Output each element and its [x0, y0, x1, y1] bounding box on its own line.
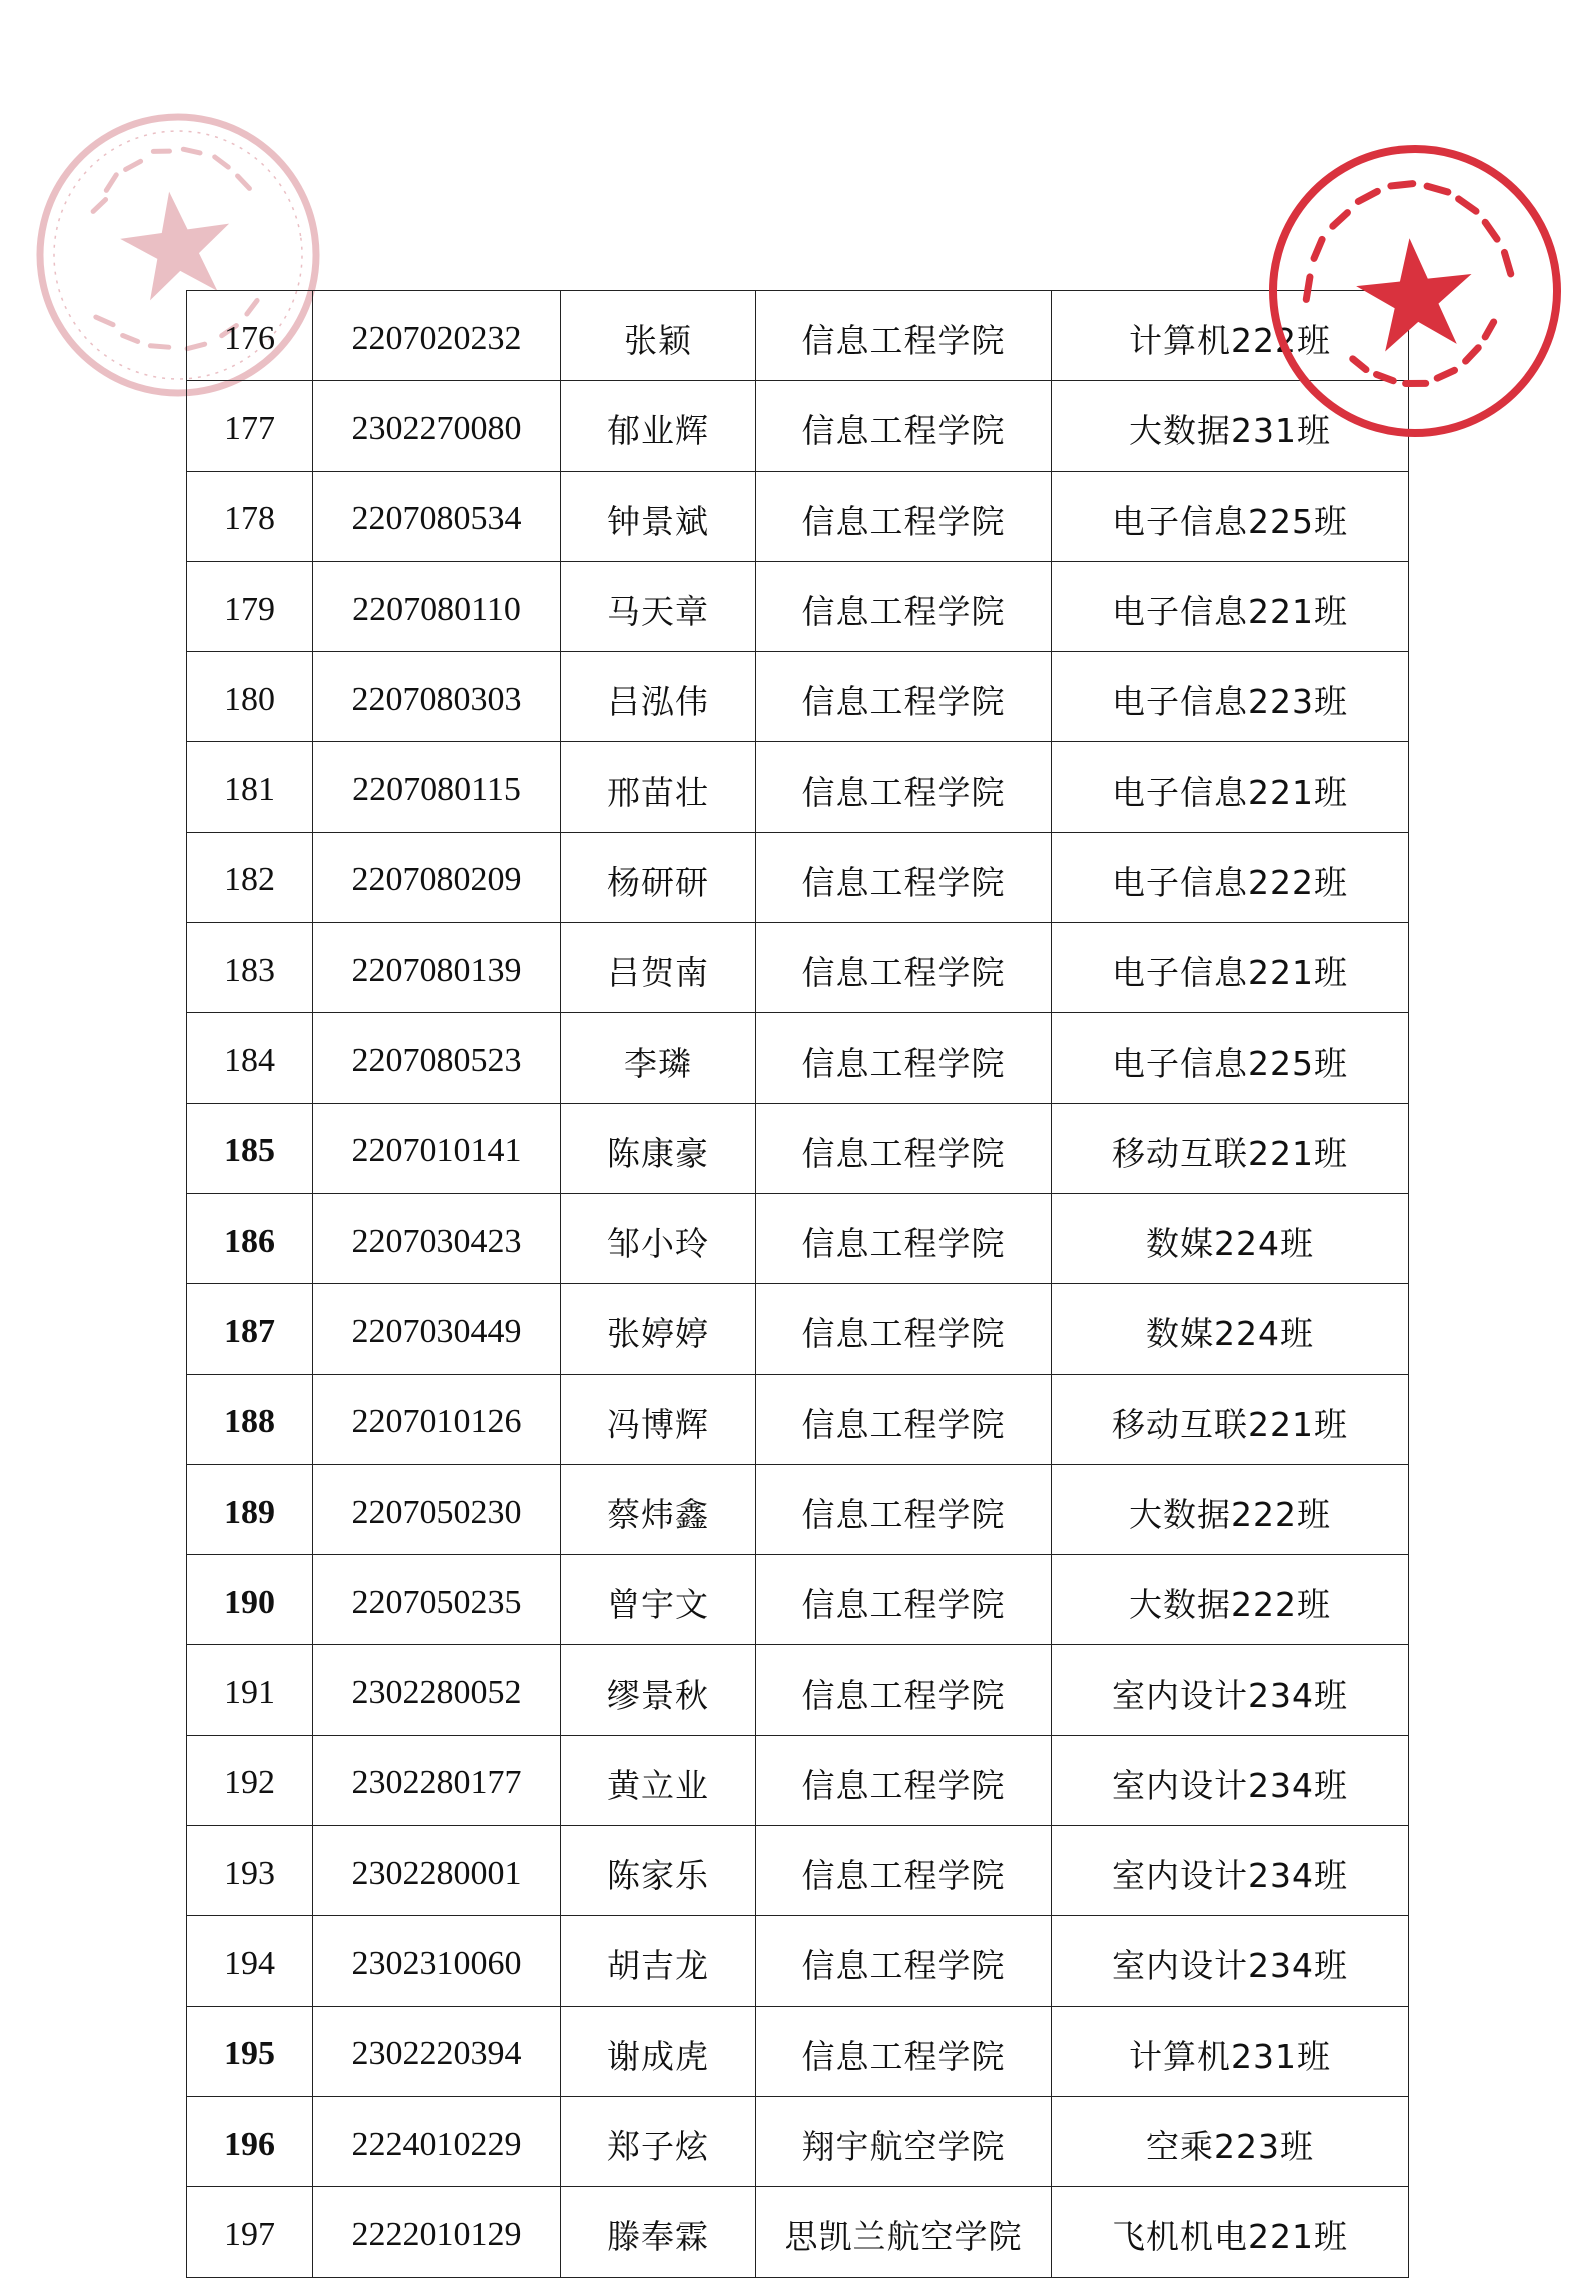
- table-row: [187, 1103, 1409, 1193]
- class-name: 电子信息225班: [1052, 1013, 1409, 1103]
- table-row: [187, 832, 1409, 922]
- student-id: 2207030423: [313, 1193, 561, 1283]
- student-name: 黄立业: [561, 1735, 756, 1825]
- row-number: 196: [187, 2096, 313, 2186]
- college-name: 信息工程学院: [756, 381, 1052, 471]
- student-name: 曾宇文: [561, 1555, 756, 1645]
- student-id: 2224010229: [313, 2096, 561, 2186]
- class-name: 电子信息223班: [1052, 652, 1409, 742]
- student-name: 缪景秋: [561, 1645, 756, 1735]
- student-id: 2207080115: [313, 742, 561, 832]
- student-id: 2207080110: [313, 561, 561, 651]
- student-name: 蔡炜鑫: [561, 1464, 756, 1554]
- class-name: 计算机222班: [1052, 291, 1409, 381]
- row-number: 178: [187, 471, 313, 561]
- student-name: 郁业辉: [561, 381, 756, 471]
- class-name: 电子信息221班: [1052, 561, 1409, 651]
- student-id: 2207080523: [313, 1013, 561, 1103]
- star-icon: [1352, 232, 1479, 354]
- class-name: 大数据222班: [1052, 1555, 1409, 1645]
- row-number: 181: [187, 742, 313, 832]
- college-name: 信息工程学院: [756, 471, 1052, 561]
- college-name: 信息工程学院: [756, 2006, 1052, 2096]
- student-name: 陈康豪: [561, 1103, 756, 1193]
- row-number: 185: [187, 1103, 313, 1193]
- college-name: 信息工程学院: [756, 1555, 1052, 1645]
- table-row: [187, 1374, 1409, 1464]
- row-number: 187: [187, 1284, 313, 1374]
- student-name: 钟景斌: [561, 471, 756, 561]
- student-name: 马天章: [561, 561, 756, 651]
- college-name: 信息工程学院: [756, 832, 1052, 922]
- class-name: 电子信息221班: [1052, 742, 1409, 832]
- table-row: [187, 1735, 1409, 1825]
- class-name: 数媒224班: [1052, 1193, 1409, 1283]
- college-name: 信息工程学院: [756, 1916, 1052, 2006]
- student-id: 2302310060: [313, 1916, 561, 2006]
- row-number: 194: [187, 1916, 313, 2006]
- class-name: 大数据231班: [1052, 381, 1409, 471]
- class-name: 室内设计234班: [1052, 1645, 1409, 1735]
- table-row: [187, 1013, 1409, 1103]
- college-name: 信息工程学院: [756, 1645, 1052, 1735]
- class-name: 移动互联221班: [1052, 1374, 1409, 1464]
- student-id: 2207080534: [313, 471, 561, 561]
- student-name: 李璘: [561, 1013, 756, 1103]
- table-row: [187, 652, 1409, 742]
- row-number: 191: [187, 1645, 313, 1735]
- student-name: 张颖: [561, 291, 756, 381]
- college-name: 翔宇航空学院: [756, 2096, 1052, 2186]
- table-row: [187, 1555, 1409, 1645]
- table-row: [187, 1464, 1409, 1554]
- class-name: 移动互联221班: [1052, 1103, 1409, 1193]
- row-number: 195: [187, 2006, 313, 2096]
- college-name: 信息工程学院: [756, 652, 1052, 742]
- table-row: [187, 2187, 1409, 2277]
- student-name: 邹小玲: [561, 1193, 756, 1283]
- table-row: [187, 1193, 1409, 1283]
- student-name: 冯博辉: [561, 1374, 756, 1464]
- student-name: 谢成虎: [561, 2006, 756, 2096]
- college-name: 信息工程学院: [756, 1464, 1052, 1554]
- college-name: 信息工程学院: [756, 1826, 1052, 1916]
- student-name: 杨研研: [561, 832, 756, 922]
- student-name: 胡吉龙: [561, 1916, 756, 2006]
- college-name: 信息工程学院: [756, 291, 1052, 381]
- row-number: 184: [187, 1013, 313, 1103]
- student-list-table: [186, 290, 1408, 2278]
- class-name: 计算机231班: [1052, 2006, 1409, 2096]
- college-name: 信息工程学院: [756, 742, 1052, 832]
- student-id: 2302220394: [313, 2006, 561, 2096]
- row-number: 183: [187, 923, 313, 1013]
- row-number: 193: [187, 1826, 313, 1916]
- class-name: 室内设计234班: [1052, 1826, 1409, 1916]
- college-name: 信息工程学院: [756, 1374, 1052, 1464]
- table-row: [187, 471, 1409, 561]
- table-row: [187, 2096, 1409, 2186]
- college-name: 信息工程学院: [756, 561, 1052, 651]
- student-id: 2207080303: [313, 652, 561, 742]
- row-number: 182: [187, 832, 313, 922]
- row-number: 192: [187, 1735, 313, 1825]
- student-id: 2207010141: [313, 1103, 561, 1193]
- row-number: 188: [187, 1374, 313, 1464]
- student-id: 2207050230: [313, 1464, 561, 1554]
- table-row: [187, 561, 1409, 651]
- class-name: 电子信息221班: [1052, 923, 1409, 1013]
- row-number: 189: [187, 1464, 313, 1554]
- row-number: 186: [187, 1193, 313, 1283]
- table-row: [187, 381, 1409, 471]
- student-id: 2302280177: [313, 1735, 561, 1825]
- student-id: 2207030449: [313, 1284, 561, 1374]
- student-id: 2207050235: [313, 1555, 561, 1645]
- college-name: 信息工程学院: [756, 1193, 1052, 1283]
- student-name: 邢苗壮: [561, 742, 756, 832]
- row-number: 176: [187, 291, 313, 381]
- official-seal: [1262, 138, 1568, 444]
- student-id: 2207010126: [313, 1374, 561, 1464]
- table-row: [187, 291, 1409, 381]
- table-row: [187, 1284, 1409, 1374]
- college-name: 信息工程学院: [756, 1013, 1052, 1103]
- student-id: 2222010129: [313, 2187, 561, 2277]
- row-number: 180: [187, 652, 313, 742]
- college-name: 思凯兰航空学院: [756, 2187, 1052, 2277]
- student-name: 吕贺南: [561, 923, 756, 1013]
- class-name: 电子信息222班: [1052, 832, 1409, 922]
- table-row: [187, 1645, 1409, 1735]
- college-name: 信息工程学院: [756, 1103, 1052, 1193]
- table-row: [187, 742, 1409, 832]
- student-name: 滕奉霖: [561, 2187, 756, 2277]
- class-name: 空乘223班: [1052, 2096, 1409, 2186]
- class-name: 大数据222班: [1052, 1464, 1409, 1554]
- class-name: 数媒224班: [1052, 1284, 1409, 1374]
- class-name: 室内设计234班: [1052, 1916, 1409, 2006]
- row-number: 197: [187, 2187, 313, 2277]
- student-id: 2207020232: [313, 291, 561, 381]
- class-name: 电子信息225班: [1052, 471, 1409, 561]
- row-number: 179: [187, 561, 313, 651]
- star-icon: [115, 184, 239, 303]
- table-row: [187, 1916, 1409, 2006]
- student-id: 2207080209: [313, 832, 561, 922]
- college-name: 信息工程学院: [756, 1735, 1052, 1825]
- class-name: 室内设计234班: [1052, 1735, 1409, 1825]
- student-name: 吕泓伟: [561, 652, 756, 742]
- student-id: 2302270080: [313, 381, 561, 471]
- class-name: 飞机机电221班: [1052, 2187, 1409, 2277]
- student-id: 2302280001: [313, 1826, 561, 1916]
- student-id: 2302280052: [313, 1645, 561, 1735]
- student-name: 陈家乐: [561, 1826, 756, 1916]
- student-name: 郑子炫: [561, 2096, 756, 2186]
- student-id: 2207080139: [313, 923, 561, 1013]
- row-number: 190: [187, 1555, 313, 1645]
- table-row: [187, 1826, 1409, 1916]
- row-number: 177: [187, 381, 313, 471]
- table-row: [187, 923, 1409, 1013]
- student-name: 张婷婷: [561, 1284, 756, 1374]
- college-name: 信息工程学院: [756, 923, 1052, 1013]
- table-row: [187, 2006, 1409, 2096]
- college-name: 信息工程学院: [756, 1284, 1052, 1374]
